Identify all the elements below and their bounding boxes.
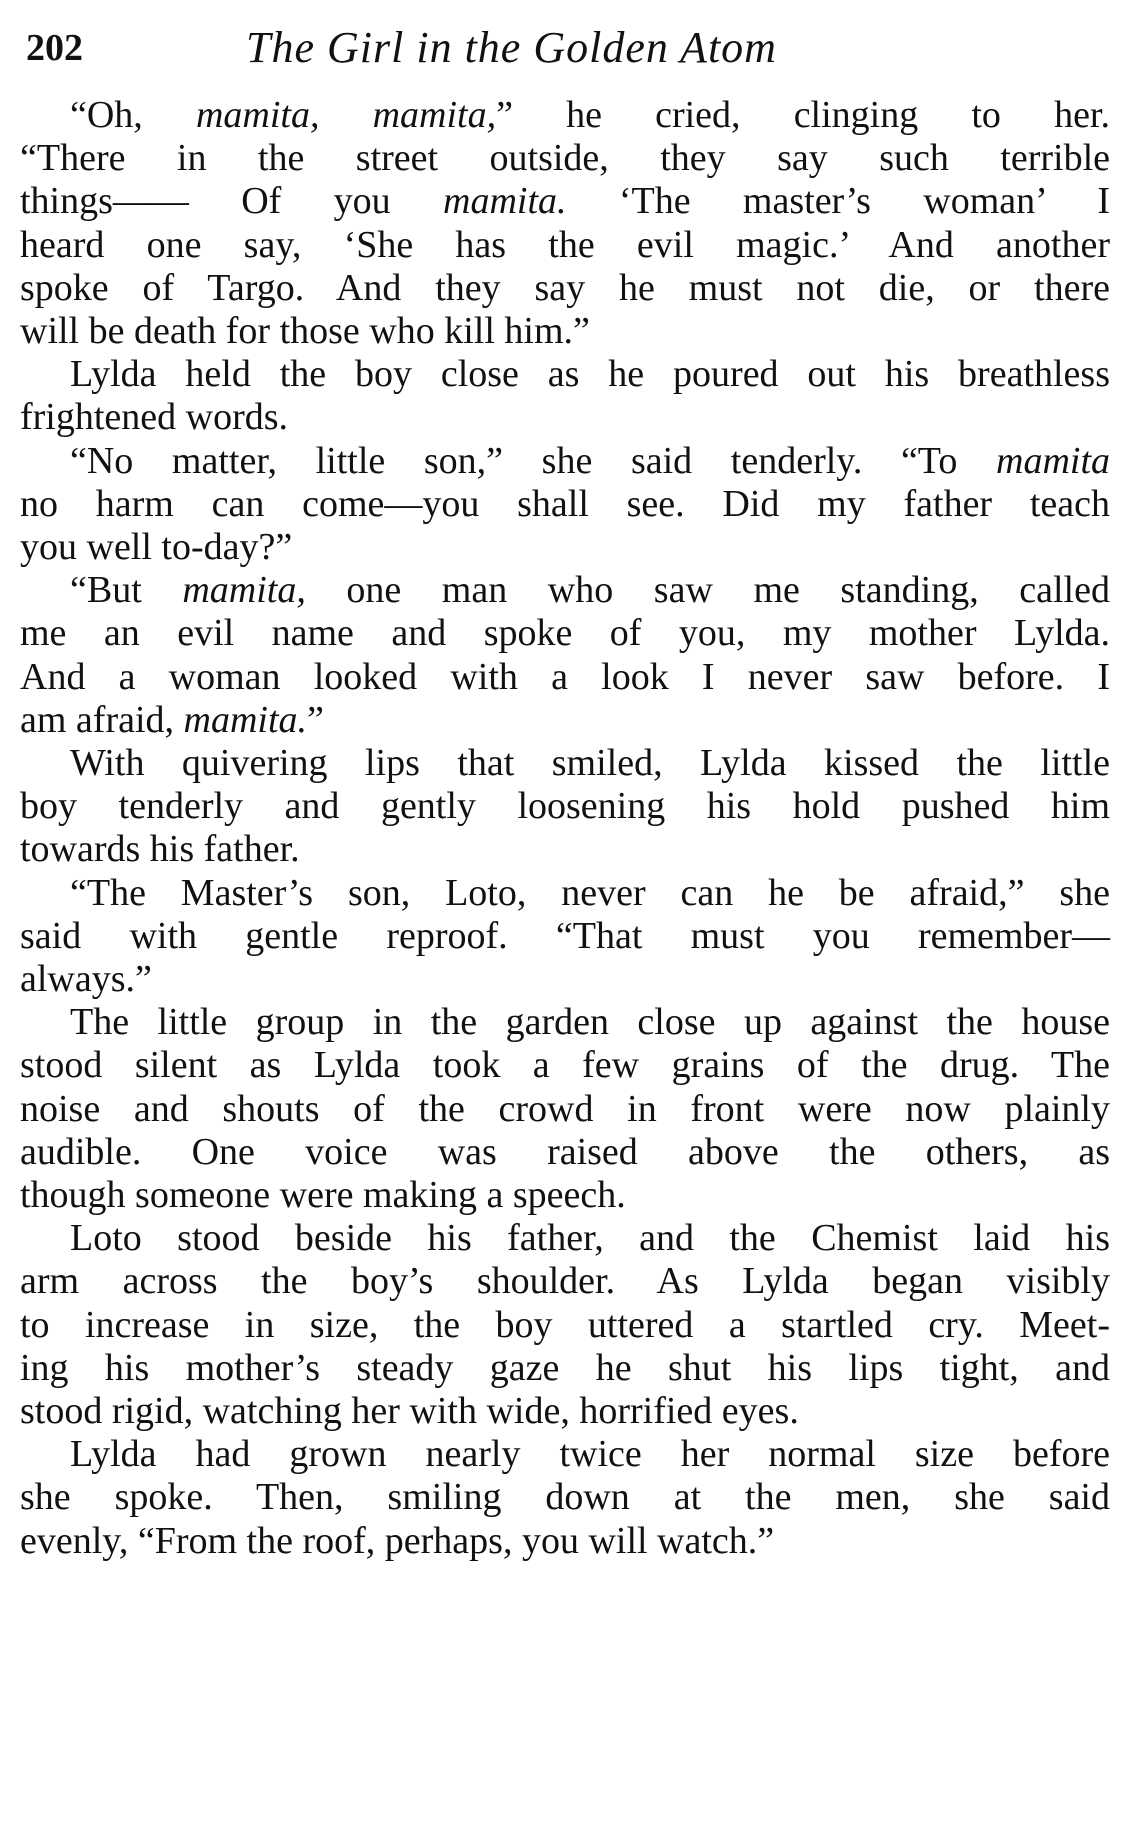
page-header xyxy=(26,18,1106,78)
text-run: ” xyxy=(307,698,324,741)
italic-text: mamita. xyxy=(183,698,308,741)
text-run: audible. One voice was raised above the others, as xyxy=(20,1130,1110,1173)
text-run: though someone were making a speech. xyxy=(20,1174,626,1216)
text-run: “Oh, xyxy=(70,94,196,136)
italic-text: mamita, mamita, xyxy=(195,94,497,136)
italic-text: mamita. xyxy=(443,180,567,223)
text-run: ‘The master’s woman’ I xyxy=(566,180,1110,223)
text-run: ing his mother’s steady gaze he shut his lips tight, and xyxy=(20,1346,1110,1389)
page-number: 202 xyxy=(26,27,83,69)
text-run: you well to-day?” xyxy=(20,526,293,568)
text-run: With quivering lips that smiled, Lylda kissed the little xyxy=(70,742,1110,784)
text-run: am afraid, xyxy=(20,698,184,741)
text-run: spoke of Targo. And they say he must not die, or there xyxy=(20,266,1110,309)
text-run: said with gentle reproof. “That must you remember— xyxy=(20,914,1110,957)
text-run: frightened words. xyxy=(20,396,289,439)
text-run: she spoke. Then, smiling down at the men, she said xyxy=(20,1476,1110,1519)
text-run: The little group in the garden close up against the house xyxy=(70,1001,1110,1044)
text-run: Lylda held the boy close as he poured out his breathless xyxy=(70,353,1110,396)
text-run: me an evil name and spoke of you, my mother Lylda. xyxy=(20,612,1110,655)
text-run: to increase in size, the boy uttered a startled cry. Meet- xyxy=(20,1303,1110,1346)
text-run: boy tenderly and gently loosening his hold pushed him xyxy=(20,785,1110,828)
text-run: no harm can come—you shall see. Did my father teach xyxy=(20,482,1110,525)
text-run: always.” xyxy=(20,958,152,1000)
text-run: ” he cried, clinging to her. xyxy=(496,94,1110,136)
text-run: Loto stood beside his father, and the Chemist laid his xyxy=(70,1217,1110,1260)
text-run: evenly, “From the roof, perhaps, you will watch.” xyxy=(20,1519,775,1562)
text-line xyxy=(20,1516,1110,1566)
text-run: “There in the street outside, they say such terrible xyxy=(20,137,1110,180)
text-run: heard one say, ‘She has the evil magic.’ And another xyxy=(20,223,1110,266)
running-title: The Girl in the Golden Atom xyxy=(246,23,777,72)
text-run: will be death for those who kill him.” xyxy=(20,310,590,352)
text-run: “The Master’s son, Loto, never can he be afraid,” she xyxy=(70,871,1110,914)
italic-text: mamita, xyxy=(182,569,306,612)
text-run: “But xyxy=(70,569,183,612)
text-run: stood rigid, watching her with wide, horrified eyes. xyxy=(20,1390,799,1432)
text-run: things—— Of you xyxy=(20,180,444,223)
text-run: And a woman looked with a look I never saw before. I xyxy=(20,655,1110,698)
text-run: noise and shouts of the crowd in front were now plainly xyxy=(20,1087,1110,1130)
text-run: arm across the boy’s shoulder. As Lylda began visibly xyxy=(20,1260,1110,1303)
text-run: “No matter, little son,” she said tenderly. “To xyxy=(70,439,996,482)
text-run: stood silent as Lylda took a few grains of the drug. The xyxy=(20,1044,1110,1087)
text-run: Lylda had grown nearly twice her normal size before xyxy=(70,1433,1110,1476)
text-run: towards his father. xyxy=(20,828,300,871)
italic-text: mamita xyxy=(996,439,1110,482)
text-run: one man who saw me standing, called xyxy=(305,569,1110,612)
